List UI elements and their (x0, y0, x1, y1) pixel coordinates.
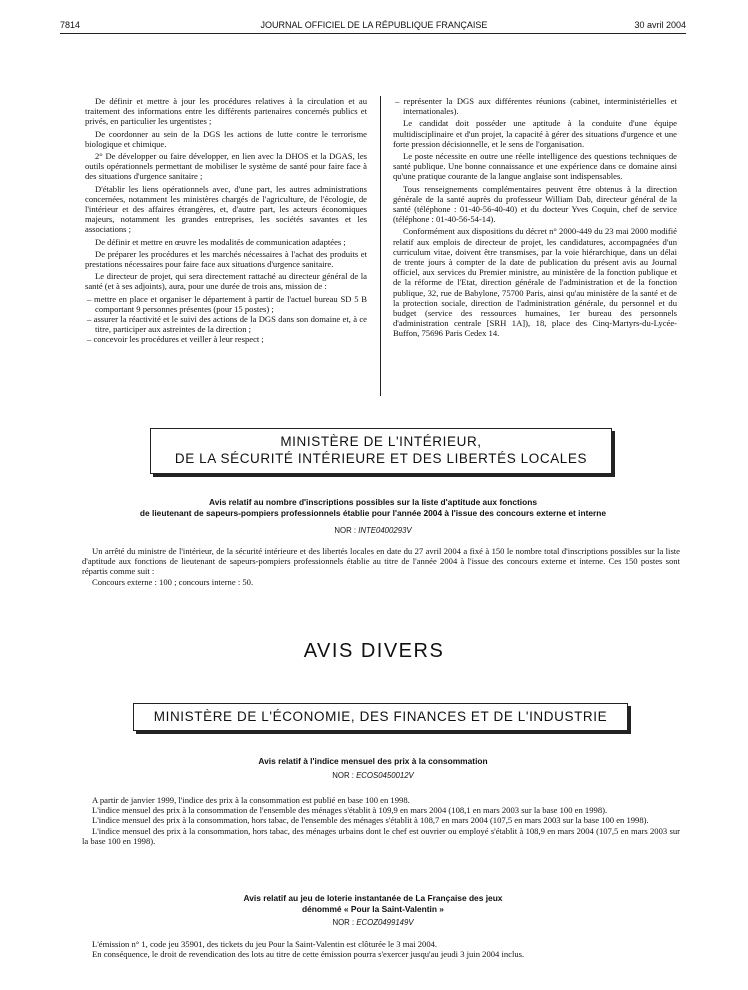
notice-body (82, 795, 680, 846)
mission-list (85, 294, 367, 345)
right-column (393, 96, 677, 341)
nor-code: INTE0400293V (358, 526, 412, 535)
ministry-name-line2: DE LA SÉCURITÉ INTÉRIEURE ET DES LIBERTÉS LOCALES (174, 451, 588, 466)
ministry-name-line1: MINISTÈRE DE L'INTÉRIEUR, (280, 434, 482, 449)
nor-code: ECOZ0499149V (356, 918, 414, 927)
left-column (85, 96, 367, 347)
paragraph: L'émission n° 1, code jeu 35901, des tickets du jeu Pour la Saint-Valentin est clôturée le 3 mai 2004. (92, 939, 438, 949)
paragraph: De définir et mettre à jour les procédures relatives à la circulation et au traitement des informations entre les différents partenaires concernés publics et privés, en particulier les urgentistes ; (85, 96, 367, 127)
notice-body (82, 546, 680, 587)
notice-title-line2: de lieutenant de sapeurs-pompiers professionnels établie pour l'année 2004 à l'issue des concours externe et interne (139, 507, 607, 518)
paragraph: Le poste nécessite en outre une réelle intelligence des questions techniques de santé publique. Une bonne connaissance et une expérience dans ce domaine ainsi qu'une pratique courante de la langue anglaise sont indispensables. (393, 151, 677, 182)
paragraph: Le directeur de projet, qui sera directement rattaché au directeur général de la santé (et à ses adjoints), aura, pour une durée de trois ans, mission de : (85, 271, 367, 292)
paragraph: Le candidat doit posséder une aptitude à la conduite d'une équipe multidisciplinaire et d'un projet, la capacité à gérer des situations d'urgence et une forte pression décisionnelle, et le sens de l'organisation. (393, 118, 677, 149)
notice-title-line2: dénommé « Pour la Saint-Valentin » (302, 903, 444, 914)
ministry-economy-banner (133, 703, 628, 731)
notice-title: Avis relatif à l'indice mensuel des prix à la consommation (258, 756, 488, 766)
nor-code: ECOS0450012V (356, 771, 414, 780)
ministry-name-line1: MINISTÈRE DE L'ÉCONOMIE, DES FINANCES ET DE L'INDUSTRIE (153, 709, 608, 724)
paragraph: D'établir les liens opérationnels avec, d'une part, les autres administrations concernées, notamment les ministères chargés de l'agriculture, de l'écologie, de l'intérieur et des affaires étrangères, et, d'autre part, les acteurs économiques majeurs, notamment les grandes entreprises, les sociétés savantes et les associations ; (85, 183, 367, 235)
nor-reference (60, 918, 686, 927)
column-divider (380, 96, 381, 396)
notice-title-line1: Avis relatif au nombre d'inscriptions possibles sur la liste d'aptitude aux fonctions (208, 497, 538, 507)
nor-label: NOR : (334, 526, 357, 535)
nor-reference (60, 526, 686, 535)
journal-title: JOURNAL OFFICIEL DE LA RÉPUBLIQUE FRANÇAISE (260, 20, 488, 30)
paragraph: L'indice mensuel des prix à la consommation de l'ensemble des ménages s'établit à 109,9 en mars 2004 (108,1 en mars 2003 sur la base 100 en 1998). (92, 805, 608, 816)
paragraph: De préparer les procédures et les marchés nécessaires à l'achat des produits et prestations nécessaires pour faire face aux situations d'urgence sanitaire. (85, 248, 367, 270)
paragraph: L'indice mensuel des prix à la consommation, hors tabac, des ménages urbains dont le chef est ouvrier ou employé s'établit à 108,9 en mars 2004 (107,5 en mars 2003 sur la base 100 en 1998). (82, 825, 680, 846)
paragraph: De définir et mettre en œuvre les modalités de communication adaptées ; (95, 236, 346, 247)
mission-list-continued (393, 96, 677, 116)
list-item: – représenter la DGS aux différentes réunions (cabinet, interministérielles et internationales). (395, 96, 677, 117)
paragraph: De coordonner au sein de la DGS les actions de lutte contre le terrorisme biologique et chimique. (85, 128, 367, 149)
paragraph: L'indice mensuel des prix à la consommation, hors tabac, de l'ensemble des ménages s'établit à 108,7 en mars 2004 (107,5 en mars 2003 sur la base 100 en 1998). (92, 815, 649, 826)
list-item: – assurer la réactivité et le suivi des actions de la DGS dans son domaine et, à ce titre, participer aux astreintes de la direction ; (87, 314, 367, 335)
notice-body (82, 939, 680, 959)
paragraph: A partir de janvier 1999, l'indice des prix à la consommation est publié en base 100 en 1998. (92, 795, 410, 805)
header-rule (60, 33, 686, 34)
paragraph: 2° De développer ou faire développer, en lien avec la DHOS et la DGAS, les outils opérationnels permettant de mobiliser le système de santé pour faire face à des situations d'urgence sanitaire ; (85, 151, 367, 182)
notice-title (60, 893, 686, 914)
list-item: – concevoir les procédures et veiller à leur respect ; (87, 334, 264, 345)
section-title: AVIS DIVERS (303, 640, 445, 662)
page-number: 7814 (60, 20, 81, 30)
nor-label: NOR : (332, 918, 355, 927)
list-item: – mettre en place et organiser le département à partir de l'actuel bureau SD 5 B comportant 9 personnes présentes (pour 15 postes) ; (87, 293, 367, 314)
ministry-interior-banner (150, 428, 612, 474)
notice-title-line1: Avis relatif au jeu de loterie instantanée de La Française des jeux (243, 893, 503, 903)
nor-reference (60, 771, 686, 780)
notice-title (60, 497, 686, 518)
paragraph: Conformément aux dispositions du décret n° 2000-449 du 23 mai 2000 modifié relatif aux emplois de directeur de projet, les candidatures, accompagnées d'un curriculum vitae, doivent être transmises, par la voie hiérarchique, dans un délai de trente jours à compter de la date de publication du présent avis au Journal officiel, aux services du Premier ministre, au ministère de la fonction publique et de la réforme de l'Etat, direction générale de l'administration et de la fonction publique, 32, rue de Babylone, 75700 Paris, ainsi qu'au ministère de la santé et de la protection sociale, direction de l'administration générale, du personnel et du budget (service des ressources humaines, 1er bureau des personnels d'administration centrale [SRH 1A]), 18, place des Cinq-Martyrs-du-Lycée-Buffon, 75696 Paris Cedex 14. (393, 226, 677, 339)
nor-label: NOR : (332, 771, 354, 780)
paragraph: Concours externe : 100 ; concours interne : 50. (92, 576, 254, 587)
paragraph: En conséquence, le droit de revendication des lots au titre de cette émission pourra s'exercer jusqu'au jeudi 3 juin 2004 inclus. (92, 949, 525, 960)
paragraph: Un arrêté du ministre de l'intérieur, de la sécurité intérieure et des libertés locales en date du 27 avril 2004 a fixé à 150 le nombre total d'inscriptions possibles sur la liste d'aptitude aux fonctions de lieutenant de sapeurs-pompiers professionnels établie au titre de l'année 2004 à l'issue des concours externe et interne. Ces 150 postes sont répartis comme suit : (82, 546, 680, 577)
paragraph: Tous renseignements complémentaires peuvent être obtenus à la direction générale de la santé auprès du professeur William Dab, directeur général de la santé (téléphone : 01-40-56-40-40) et du docteur Yves Coquin, chef de service (téléphone : 01-40-56-54-14). (393, 183, 677, 225)
issue-date: 30 avril 2004 (634, 20, 686, 30)
